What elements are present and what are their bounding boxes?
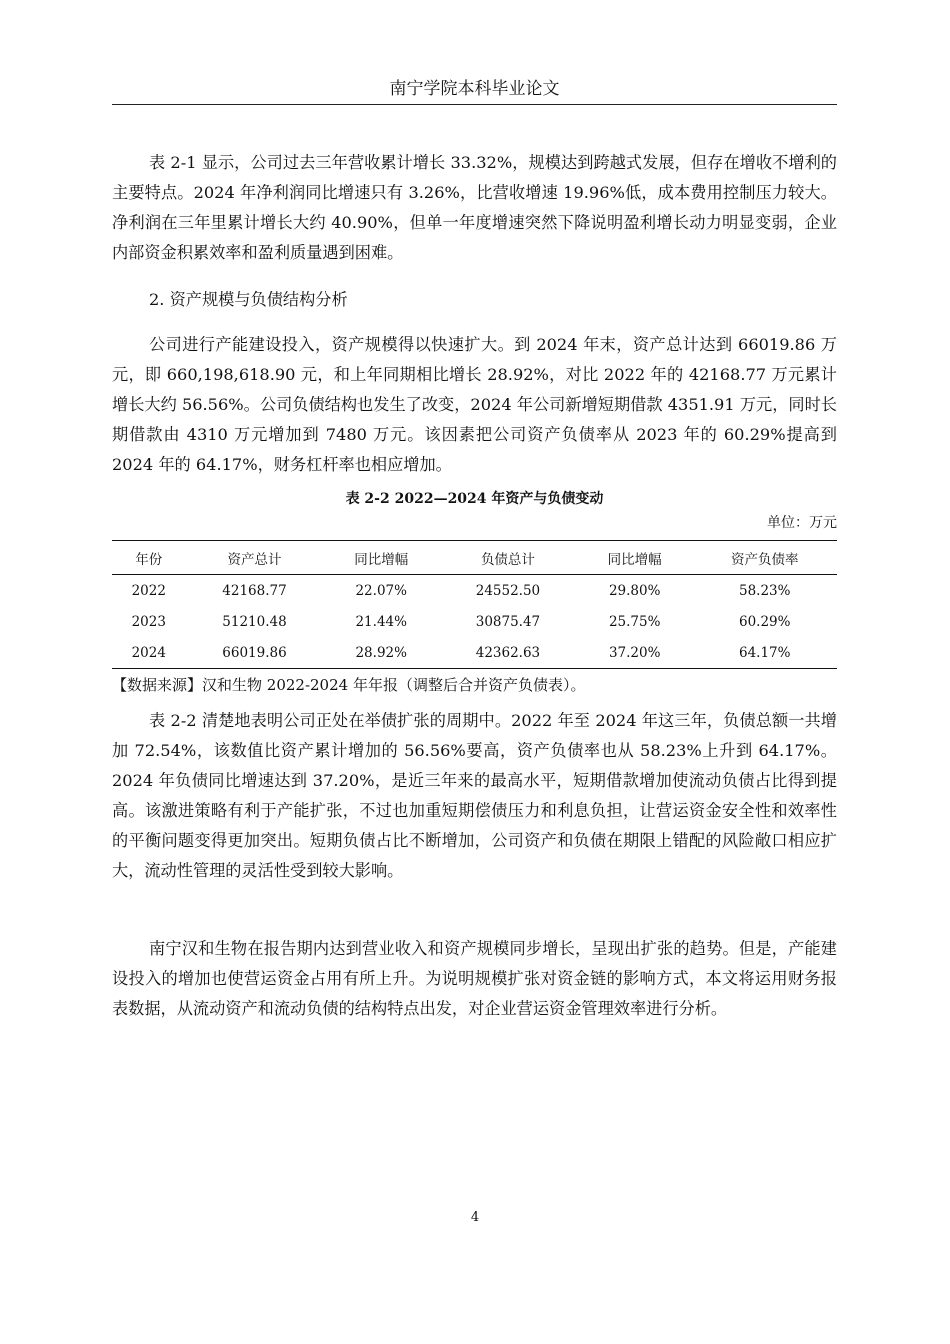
table-cell: 30875.47 [475,613,541,630]
table-cell: 25.75% [608,613,661,630]
column-header-assets-yoy: 同比增幅 [323,541,439,575]
asset-liability-table [112,540,837,669]
table-row [112,637,837,669]
paragraph-debt-expansion: 表 2-2 清楚地表明公司正处在举债扩张的周期中。2022 年至 2024 年这三年，负债总额一共增加 72.54%，该数值比资产累计增加的 56.56%要高，资产负债率也从 58.23%上升到 64.17%。2024 年负债同比增速达到 37.20%，是近三年来的最高水平，短期借款增加使流动负债占比得到提高。该激进策略有利于产能扩张，不过也加重短期偿债压力和利息负担，让营运资金安全性和效率性的平衡问题变得更加突出。短期负债占比不断增加，公司资产和负债在期限上错配的风险敞口相应扩大，流动性管理的灵活性受到较大影响。 [112,711,837,880]
section-heading-asset-liability: 2. 资产规模与负债结构分析 [149,290,348,309]
table-cell: 2024 [112,637,186,669]
table-cell: 42168.77 [222,582,287,599]
table-cell: 58.23% [738,582,791,599]
table-cell: 37.20% [577,637,693,669]
table-cell: 66019.86 [186,637,324,669]
header-title: 南宁学院本科毕业论文 [389,79,560,99]
column-header-liabilities-yoy: 同比增幅 [577,541,693,575]
table-cell: 21.44% [355,613,407,630]
table-row [112,575,837,607]
page-header [112,74,837,105]
table-cell: 2023 [131,613,166,630]
page-number: 4 [470,1210,480,1225]
table-cell: 28.92% [323,637,439,669]
column-header-total-liabilities: 负债总计 [439,541,577,575]
table-cell: 42362.63 [439,637,577,669]
table-cell: 24552.50 [475,582,541,599]
table-cell: 60.29% [738,613,791,630]
table-source-note: 【数据来源】汉和生物 2022-2024 年年报（调整后合并资产负债表）。 [112,676,586,694]
table-header-row [112,541,837,575]
table-cell: 22.07% [355,582,407,599]
paragraph-working-capital-intro: 南宁汉和生物在报告期内达到营业收入和资产规模同步增长，呈现出扩张的趋势。但是，产能建设投入的增加也使营运资金占用有所上升。为说明规模扩张对资金链的影响方式，本文将运用财务报表数据，从流动资产和流动负债的结构特点出发，对企业营运资金管理效率进行分析。 [112,939,837,1018]
paragraph-revenue-analysis: 表 2-1 显示，公司过去三年营收累计增长 33.32%，规模达到跨越式发展，但存在增收不增利的主要特点。2024 年净利润同比增速只有 3.26%，比营收增速 19.96%低，成本费用控制压力较大。净利润在三年里累计增长大约 40.90%，但单一年度增速突然下降说明盈利增长动力明显变弱，企业内部资金积累效率和盈利质量遇到困难。 [112,153,837,262]
table-caption: 表 2-2 2022—2024 年资产与负债变动 [345,491,604,507]
column-header-year: 年份 [112,541,186,575]
table-cell: 2022 [131,582,166,599]
table-cell: 64.17% [692,637,837,669]
table-cell: 29.80% [608,582,661,599]
paragraph-asset-scale: 公司进行产能建设投入，资产规模得以快速扩大。到 2024 年末，资产总计达到 66019.86 万元，即 660,198,618.90 元，和上年同期相比增长 28.92%，对比 2022 年的 42168.77 万元累计增长大约 56.56%。公司负债结构也发生了改变，2024 年公司新增短期借款 4351.91 万元，同时长期借款由 4310 万元增加到 7480 万元。该因素把公司资产负债率从 2023 年的 60.29%提高到 2024 年的 64.17%，财务杠杆率也相应增加。 [112,335,837,474]
column-header-debt-ratio: 资产负债率 [692,541,837,575]
table-unit: 单位：万元 [767,515,837,531]
table-row [112,606,837,637]
table-cell: 51210.48 [222,613,287,630]
column-header-total-assets: 资产总计 [186,541,324,575]
